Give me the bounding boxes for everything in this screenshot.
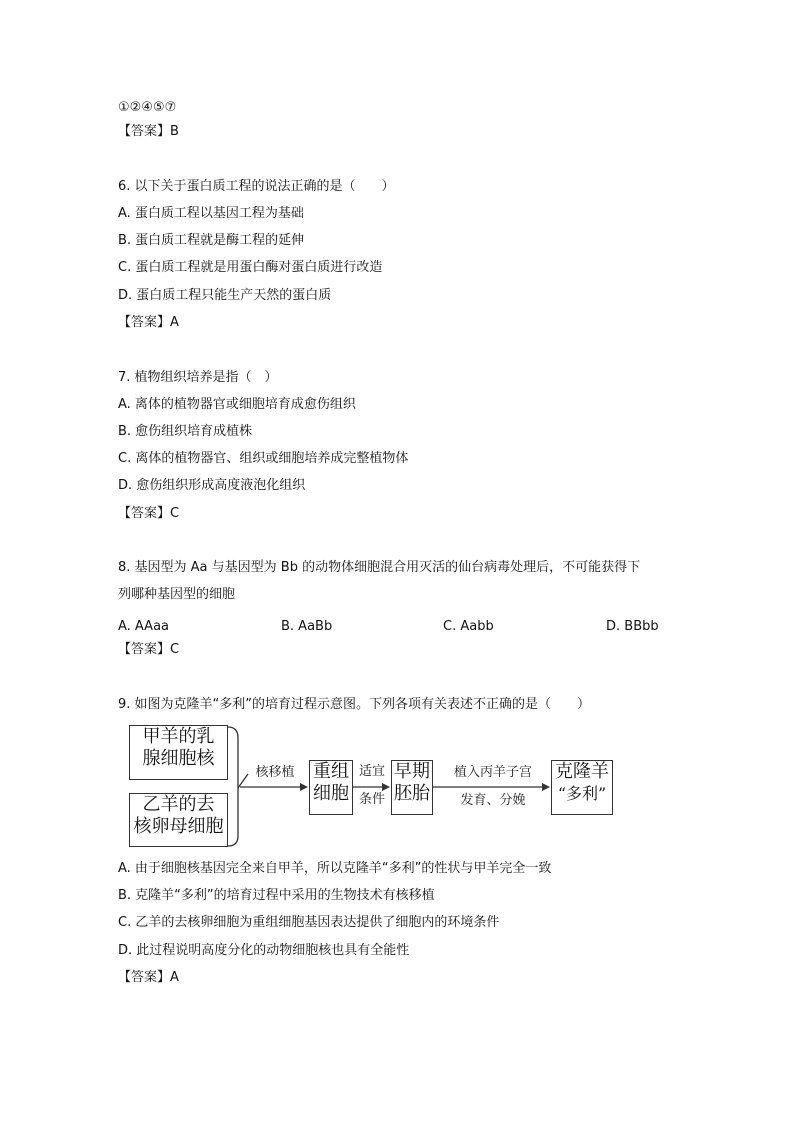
q9-answer: 【答案】A xyxy=(118,970,179,985)
box-yi-line1: 乙羊的去 xyxy=(142,794,215,815)
box-yi-enucleated-oocyte xyxy=(129,793,228,847)
label-suitable-condition-1: 适宜 xyxy=(358,764,385,779)
q6-stem: 6. 以下关于蛋白质工程的说法正确的是（ ） xyxy=(118,179,395,194)
q6-option-c: C. 蛋白质工程就是用蛋白酶对蛋白质进行改造 xyxy=(118,260,383,275)
box-clone-dolly xyxy=(551,760,613,815)
box-embryo-line2: 胚胎 xyxy=(394,783,430,804)
box-clone-line1: 克隆羊 xyxy=(555,761,609,782)
box-embryo-line1: 早期 xyxy=(394,761,430,782)
prev-option-tail: ①②④⑤⑦ xyxy=(118,100,177,115)
box-recomb-line1: 重组 xyxy=(313,761,349,782)
box-yi-line2: 核卵母细胞 xyxy=(133,816,224,837)
q7-option-a: A. 离体的植物器官或细胞培育成愈伤组织 xyxy=(118,397,356,412)
q9-option-d: D. 此过程说明高度分化的动物细胞核也具有全能性 xyxy=(118,943,410,958)
q7-option-b: B. 愈伤组织培育成植株 xyxy=(118,424,253,439)
label-implant-bing-uterus: 植入丙羊子宫 xyxy=(453,765,532,780)
q8-option-c: C. Aabb xyxy=(443,619,494,634)
q7-stem: 7. 植物组织培养是指（ ） xyxy=(118,370,278,385)
q9-option-c: C. 乙羊的去核卵细胞为重组细胞基因表达提供了细胞内的环境条件 xyxy=(118,915,500,930)
q8-answer: 【答案】C xyxy=(118,642,180,657)
box-recombinant-cell xyxy=(309,760,353,815)
box-clone-line2: “多利” xyxy=(557,784,607,803)
q8-stem-line1: 8. 基因型为 Aa 与基因型为 Bb 的动物体细胞混合用灭活的仙台病毒处理后，不可能获得下 xyxy=(118,560,641,575)
q6-option-a: A. 蛋白质工程以基因工程为基础 xyxy=(118,206,304,221)
box-jia-line1: 甲羊的乳 xyxy=(142,726,215,747)
box-jia-line2: 腺细胞核 xyxy=(142,748,215,769)
q8-option-d: D. BBbb xyxy=(606,619,659,634)
box-recomb-line2: 细胞 xyxy=(313,783,349,804)
q9-stem: 9. 如图为克隆羊“多利”的培育过程示意图。下列各项有关表述不正确的是（ ） xyxy=(118,697,591,712)
q7-option-d: D. 愈伤组织形成高度液泡化组织 xyxy=(118,478,306,493)
label-suitable-condition-2: 条件 xyxy=(358,792,385,807)
q9-option-b: B. 克隆羊“多利”的培育过程中采用的生物技术有核移植 xyxy=(118,888,435,903)
q6-option-d: D. 蛋白质工程只能生产天然的蛋白质 xyxy=(118,288,332,303)
q7-option-c: C. 离体的植物器官、组织或细胞培养成完整植物体 xyxy=(118,451,409,466)
label-develop-delivery: 发育、分娩 xyxy=(460,793,526,808)
q8-option-a: A. AAaa xyxy=(118,619,170,634)
q8-option-b: B. AaBb xyxy=(281,619,333,634)
q8-stem-line2: 列哪种基因型的细胞 xyxy=(118,587,236,602)
box-early-embryo xyxy=(391,760,433,815)
q6-answer: 【答案】A xyxy=(118,315,179,330)
prev-answer: 【答案】B xyxy=(118,124,179,139)
q7-answer: 【答案】C xyxy=(118,506,180,521)
q6-option-b: B. 蛋白质工程就是酶工程的延伸 xyxy=(118,233,305,248)
label-nuclear-transfer: 核移植 xyxy=(255,765,295,780)
box-jia-mammary-nucleus xyxy=(129,725,228,780)
q9-option-a: A. 由于细胞核基因完全来自甲羊，所以克隆羊“多利”的性状与甲羊完全一致 xyxy=(118,861,552,876)
